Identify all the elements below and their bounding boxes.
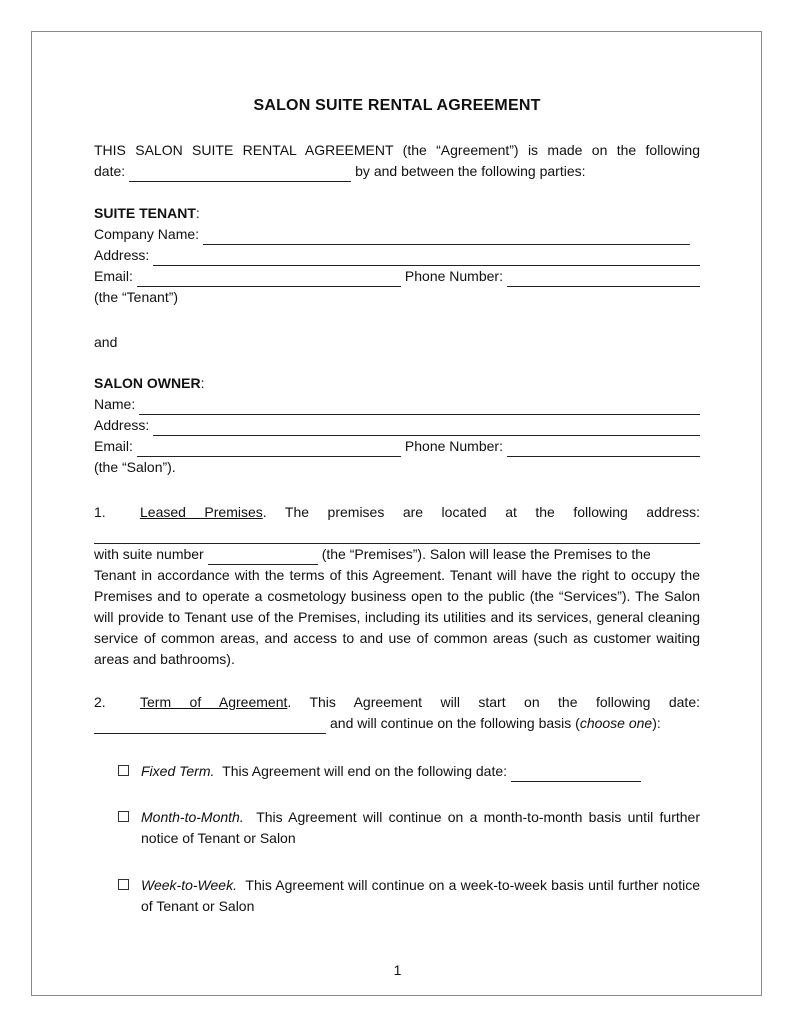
tenant-phone-blank[interactable] — [507, 271, 700, 287]
month-to-month-description: This Agreement will continue on a month-to-month basis until further notice of Tenant or Salon — [141, 809, 700, 846]
tenant-section — [94, 203, 700, 308]
owner-email-line — [94, 436, 700, 457]
document-title: SALON SUITE RENTAL AGREEMENT — [253, 97, 541, 114]
tenant-phone-label: Phone Number: — [404, 268, 503, 284]
owner-heading-line — [94, 373, 700, 394]
fixed-term-text — [141, 761, 700, 782]
suite-number-blank[interactable] — [208, 549, 318, 565]
fixed-term-description: This Agreement will end on the following date: — [222, 763, 508, 779]
tenant-company-line — [94, 224, 700, 245]
owner-phone-blank[interactable] — [507, 441, 700, 457]
suite-number-line — [94, 544, 700, 565]
owner-name-blank[interactable] — [139, 399, 700, 415]
section-2-lead: This Agreement will start on the following date: — [309, 694, 700, 710]
option-fixed-term — [118, 761, 700, 782]
tenant-company-blank[interactable] — [203, 229, 690, 245]
intro-line-2 — [94, 161, 700, 182]
option-month-to-month — [118, 807, 700, 849]
owner-phone-label: Phone Number: — [404, 438, 503, 454]
section-1-heading-period: . — [262, 504, 267, 520]
tenant-heading-line — [94, 203, 700, 224]
section-2 — [94, 692, 700, 734]
continue-close: ): — [652, 715, 661, 731]
owner-heading: SALON OWNER — [94, 375, 201, 391]
fixed-term-checkbox[interactable] — [118, 765, 129, 776]
suite-number-label: with suite number — [94, 546, 204, 562]
tenant-email-blank[interactable] — [137, 271, 401, 287]
agreement-date-blank[interactable] — [129, 166, 351, 182]
month-to-month-label: Month-to-Month. — [141, 809, 244, 825]
option-week-to-week — [118, 875, 700, 917]
owner-name-line — [94, 394, 700, 415]
continue-text: and will continue on the following basis ( — [330, 715, 580, 731]
tenant-heading: SUITE TENANT — [94, 205, 196, 221]
section-1-heading-text — [140, 502, 700, 523]
parties-text: by and between the following parties: — [355, 163, 586, 179]
page-number: 1 — [393, 962, 402, 978]
section-1-body: Tenant in accordance with the terms of this Agreement. Tenant will have the right to occupy the Premises and to operate a cosmetology business open to the public (the “Services”). The Salon will provide to Tenant use of the Premises, including its utilities and its services, general cleaning service of common areas, and access to and use of common areas (such as customer waiting areas and bathrooms). — [94, 567, 700, 667]
tenant-email-line — [94, 266, 700, 287]
tenant-address-label: Address: — [94, 247, 150, 263]
owner-email-blank[interactable] — [137, 441, 401, 457]
section-2-heading-period: . — [287, 694, 292, 710]
start-date-blank[interactable] — [94, 718, 326, 734]
section-1-heading-line — [94, 502, 700, 523]
week-to-week-text — [141, 875, 700, 917]
premises-address-blank[interactable] — [94, 528, 700, 544]
month-to-month-text — [141, 807, 700, 849]
start-date-line — [94, 713, 700, 734]
owner-section — [94, 373, 700, 478]
tenant-email-label: Email: — [94, 268, 133, 284]
week-to-week-checkbox[interactable] — [118, 879, 129, 890]
section-2-heading: Term of Agreement — [140, 694, 288, 710]
section-2-heading-line — [94, 692, 700, 713]
owner-address-line — [94, 415, 700, 436]
premises-definition: (the “Premises”). Salon will lease the Premises to the — [321, 546, 651, 562]
owner-email-label: Email: — [94, 438, 133, 454]
section-1-heading: Leased Premises — [140, 504, 263, 520]
choose-one-text: choose one — [579, 715, 653, 731]
intro-paragraph — [94, 140, 700, 182]
owner-address-blank[interactable] — [153, 420, 700, 436]
tenant-heading-colon: : — [195, 205, 200, 221]
section-1 — [94, 502, 700, 670]
end-date-blank[interactable] — [511, 766, 641, 782]
document-page — [31, 31, 762, 996]
tenant-company-label: Company Name: — [94, 226, 200, 242]
date-label: date: — [94, 163, 126, 179]
fixed-term-label: Fixed Term. — [141, 763, 215, 779]
owner-heading-colon: : — [200, 375, 205, 391]
and-text: and — [94, 334, 118, 350]
section-2-number: 2. — [94, 694, 106, 710]
section-1-lead: The premises are located at the following address: — [284, 504, 700, 520]
section-1-number: 1. — [94, 504, 106, 520]
intro-line-1: THIS SALON SUITE RENTAL AGREEMENT (the “Agreement”) is made on the following — [94, 142, 700, 158]
owner-address-label: Address: — [94, 417, 150, 433]
section-2-heading-text — [140, 692, 700, 713]
owner-designation: (the “Salon”). — [94, 459, 176, 475]
tenant-designation: (the “Tenant”) — [94, 289, 179, 305]
week-to-week-label: Week-to-Week. — [141, 877, 237, 893]
tenant-address-blank[interactable] — [153, 250, 700, 266]
month-to-month-checkbox[interactable] — [118, 811, 129, 822]
week-to-week-description: This Agreement will continue on a week-to-week basis until further notice of Tenant or Salon — [141, 877, 700, 914]
owner-name-label: Name: — [94, 396, 136, 412]
tenant-address-line — [94, 245, 700, 266]
premises-address-line — [94, 523, 700, 544]
